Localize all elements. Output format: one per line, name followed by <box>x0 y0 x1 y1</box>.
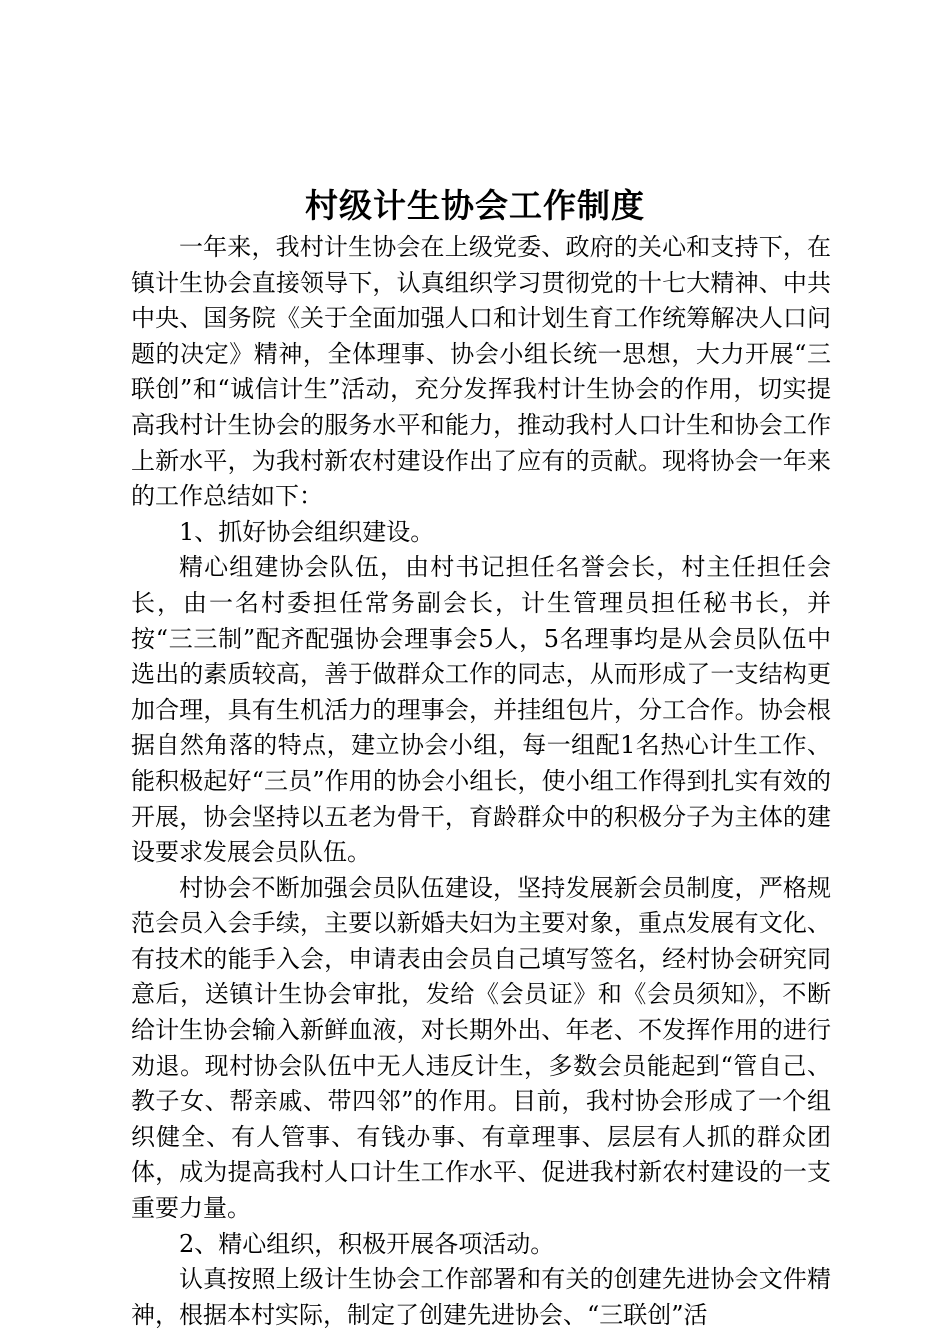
paragraph-organization: 精心组建协会队伍，由村书记担任名誉会长，村主任担任会长，由一名村委担任常务副会长，计生管理员担任秘书长，并按“三三制”配齐配强协会理事会5人，5名理事均是从会员队伍中选出的素质较高，善于做群众工作的同志，从而形成了一支结构更加合理，具有生机活力的理事会，并挂组包片，分工合作。协会根据自然角落的特点，建立协会小组，每一组配1名热心计生工作、能积极起好“三员”作用的协会小组长，使小组工作得到扎实有效的开展，协会坚持以五老为骨干，育龄群众中的积极分子为主体的建设要求发展会员队伍。 <box>131 553 831 867</box>
section-heading-1: 1、抓好协会组织建设。 <box>179 517 435 546</box>
paragraph-intro: 一年来，我村计生协会在上级党委、政府的关心和支持下，在镇计生协会直接领导下，认真组织学习贯彻党的十七大精神、中共中央、国务院《关于全面加强人口和计划生育工作统筹解决人口问题的决定》精神，全体理事、协会小组长统一思想，大力开展“三联创”和“诚信计生”活动，充分发挥我村计生协会的作用，切实提高我村计生协会的服务水平和能力，推动我村人口计生和协会工作上新水平，为我村新农村建设作出了应有的贡献。现将协会一年来的工作总结如下： <box>131 233 831 511</box>
document-body <box>131 230 831 1333</box>
section-heading-2: 2、精心组织，积极开展各项活动。 <box>179 1229 555 1258</box>
document-title: 村级计生协会工作制度 <box>305 186 645 225</box>
paragraph-activities: 认真按照上级计生协会工作部署和有关的创建先进协会文件精神，根据本村实际，制定了创建先进协会、“三联创”活 <box>131 1265 831 1329</box>
paragraph-membership: 村协会不断加强会员队伍建设，坚持发展新会员制度，严格规范会员入会手续，主要以新婚夫妇为主要对象，重点发展有文化、有技术的能手入会，申请表由会员自己填写签名，经村协会研究同意后，送镇计生协会审批，发给《会员证》和《会员须知》，不断给计生协会输入新鲜血液，对长期外出、年老、不发挥作用的进行劝退。现村协会队伍中无人违反计生，多数会员能起到“管自己、教子女、帮亲戚、带四邻”的作用。目前，我村协会形成了一个组织健全、有人管事、有钱办事、有章理事、层层有人抓的群众团体，成为提高我村人口计生工作水平、促进我村新农村建设的一支重要力量。 <box>131 873 831 1223</box>
